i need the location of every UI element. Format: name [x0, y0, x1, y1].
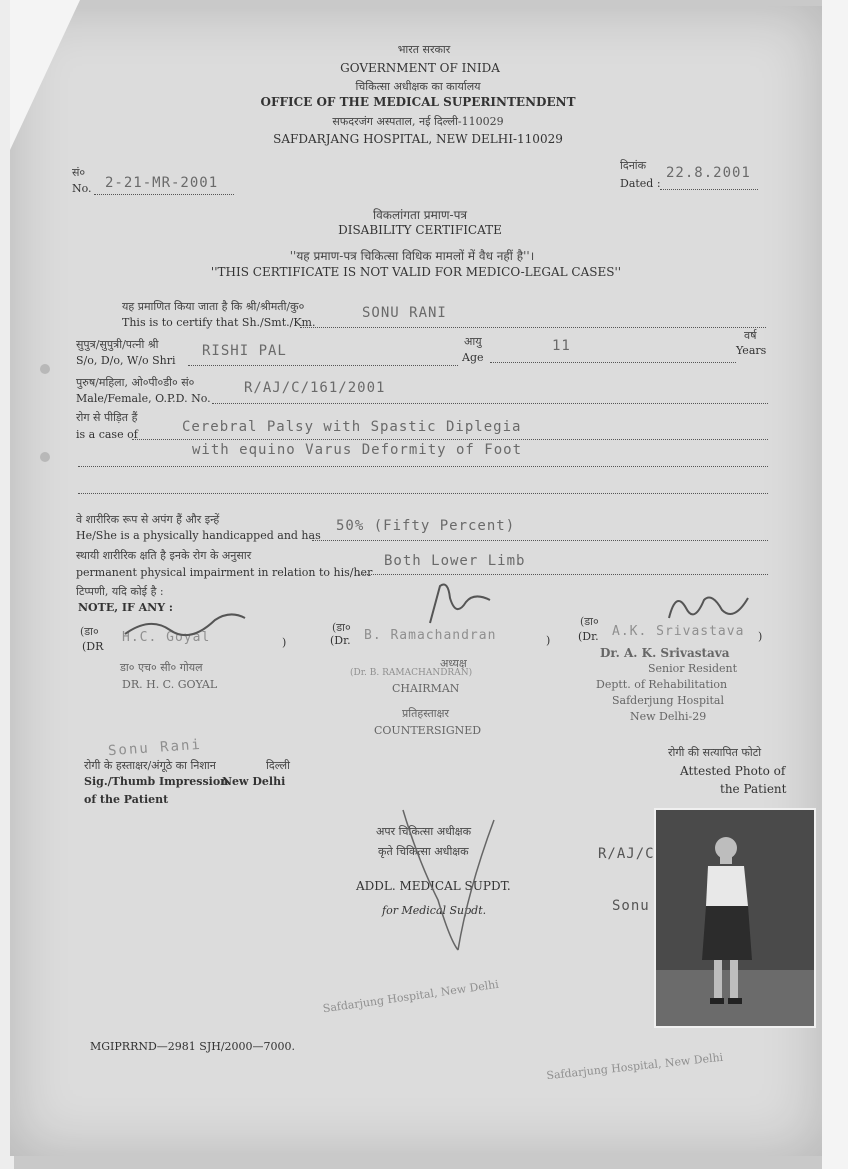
header-hindi-hospital: सफदरजंग अस्पताल, नई दिल्ली-110029: [332, 115, 504, 128]
doctor2-stamp-hindi: अध्यक्ष: [440, 657, 467, 670]
photo-note-2: Sonu: [612, 898, 650, 914]
parent-name: RISHI PAL: [202, 343, 287, 359]
doctor3-stamp-line5: New Delhi-29: [630, 710, 707, 723]
limb-value: Both Lower Limb: [384, 553, 526, 569]
years-label: Years: [736, 344, 767, 357]
countersigned-hindi: प्रतिहस्ताक्षर: [402, 707, 450, 720]
header-hindi-office: चिकित्सा अधीक्षक का कार्यालय: [355, 80, 481, 93]
doctor3-stamp: Dr. A. K. Srivastava: [600, 646, 730, 660]
countersigned: COUNTERSIGNED: [374, 724, 482, 737]
punch-hole: [40, 364, 50, 374]
note-hindi: टिप्पणी, यदि कोई है :: [76, 585, 164, 598]
title-english: DISABILITY CERTIFICATE: [338, 223, 502, 237]
patient-sig-hindi: रोगी के हस्ताक्षर/अंगूठे का निशान: [84, 759, 216, 772]
patient-figure: [656, 810, 814, 1026]
doctor2-signature: [420, 578, 500, 628]
header-hospital: SAFDARJANG HOSPITAL, NEW DELHI-110029: [273, 132, 563, 146]
header-office: OFFICE OF THE MEDICAL SUPERINTENDENT: [260, 95, 576, 109]
footer-code: MGIPRRND—2981 SJH/2000—7000.: [90, 1040, 296, 1053]
patient-name: SONU RANI: [362, 305, 447, 321]
addl-for: for Medical Supdt.: [382, 904, 487, 917]
opd-label: Male/Female, O.P.D. No.: [76, 392, 211, 405]
photo-note-1: R/AJ/C: [598, 846, 655, 862]
case-line-2: with equino Varus Deformity of Foot: [192, 442, 523, 458]
ref-no-value: 2-21-MR-2001: [105, 175, 219, 191]
photo-label-2: the Patient: [720, 782, 787, 796]
impair-hindi: स्थायी शारीरिक क्षति है इनके रोग के अनुसार: [76, 549, 252, 562]
note-label: NOTE, IF ANY :: [78, 601, 173, 614]
doctor3-prefix: (Dr.: [578, 630, 599, 643]
addl-label: ADDL. MEDICAL SUPDT.: [356, 879, 511, 893]
doctor1-signature: [120, 606, 250, 642]
patient-photo: [654, 808, 816, 1028]
relation-label: S/o, D/o, W/o Shri: [76, 354, 176, 367]
handicap-hindi: वे शारीरिक रूप से अपंग हैं और इन्हें: [76, 513, 220, 526]
title-note-english: ''THIS CERTIFICATE IS NOT VALID FOR MEDICO-LEGAL CASES'': [210, 265, 622, 279]
scan-border-right: [822, 0, 848, 1169]
doctor3-name: A.K. Srivastava: [612, 624, 745, 639]
doctor2-prefix: (Dr.: [330, 634, 351, 647]
opd-hindi: पुरुष/महिला, ओ०पी०डी० सं०: [76, 376, 195, 389]
relation-hindi: सुपुत्र/सुपुत्री/पत्नी श्री: [76, 338, 159, 351]
doctor1-stamp-hindi: डा० एच० सी० गोयल: [120, 661, 203, 674]
addl-signature: [398, 800, 498, 960]
title-note-hindi: ''यह प्रमाण-पत्र चिकित्सा विधिक मामलों में वैध नहीं है''।: [289, 249, 535, 263]
case-line-1: Cerebral Palsy with Spastic Diplegia: [182, 419, 522, 435]
age-hindi: आयु: [464, 335, 482, 348]
doctor1-stamp: DR. H. C. GOYAL: [122, 678, 218, 691]
patient-signature: Sonu Rani: [107, 736, 203, 760]
certify-hindi: यह प्रमाणित किया जाता है कि श्री/श्रीमती/कु०: [122, 300, 305, 313]
doctor1-prefix-hindi: (डा०: [80, 625, 99, 638]
photo-hindi: रोगी की सत्यापित फोटो: [668, 746, 762, 759]
doctor2-prefix-hindi: (डा०: [332, 621, 351, 634]
date-value: 22.8.2001: [666, 165, 751, 181]
years-hindi: वर्ष: [744, 329, 757, 342]
folded-corner: [10, 0, 80, 150]
hospital-stamp-2: Safdarjung Hospital, New Delhi: [545, 1050, 724, 1083]
doctor2-name: B. Ramachandran: [364, 628, 497, 643]
ref-no-hindi: सं०: [72, 166, 86, 179]
title-hindi: विकलांगता प्रमाण-पत्र: [372, 208, 468, 222]
ref-no-label: No.: [72, 182, 92, 195]
doctor2-stamp: CHAIRMAN: [392, 682, 460, 695]
age-value: 11: [552, 338, 571, 354]
addl-hindi-2: कृते चिकित्सा अधीक्षक: [378, 845, 469, 858]
doctor3-prefix-hindi: (डा०: [580, 615, 599, 628]
doctor3-signature: [664, 588, 754, 632]
case-hindi: रोग से पीड़ित हैं: [76, 411, 138, 424]
case-label: is a case of: [76, 428, 138, 441]
doctor3-stamp-line4: Safderjung Hospital: [612, 694, 725, 707]
header-gov: GOVERNMENT OF INIDA: [340, 61, 500, 75]
patient-sig-label: Sig./Thumb Impression: [84, 775, 229, 788]
photo-label-1: Attested Photo of: [680, 764, 786, 778]
hospital-stamp: Safdarjung Hospital, New Delhi: [321, 977, 500, 1016]
addl-hindi-1: अपर चिकित्सा अधीक्षक: [376, 825, 472, 838]
doctor2-stamp-sub: (Dr. B. RAMACHANDRAN): [350, 668, 473, 678]
certify-label: This is to certify that Sh./Smt./Km.: [122, 316, 316, 329]
scanned-document: भारत सरकार GOVERNMENT OF INIDA चिकित्सा अधीक्षक का कार्यालय OFFICE OF THE MEDICAL SUPERINTENDENT सफदरजंग अस्पताल, नई दिल्ली-110029 SAFDARJANG HOSPITAL, NEW DELHI-110029 सं० No. 2-21-MR-2001 दिनांक Dated : 22.8.2001 विकलांगता प्रमाण-पत्र DISABILITY CERTIFICATE ''यह प्रमाण-पत्र चिकित्सा विधिक मामलों में वैध नहीं है''। ''THIS CERTIFICATE IS NOT VALID FOR MEDICO-LEGAL CASES'' यह प्रमाणित किया जाता है कि श्री/श्रीमती/कु० This is to certify that Sh./Smt./Km. SONU RANI सुपुत्र/सुपुत्री/पत्नी श्री S/o, D/o, W/o Shri RISHI PAL आयु Age 11 वर्ष Years पुरुष/महिला, ओ०पी०डी० सं० Male/Female, O.P.D. No. R/AJ/C/161/2001 रोग से पीड़ित हैं is a case of Cerebral Palsy with Spastic Diplegia with equino Varus Deformity of Foot वे शारीरिक रूप से अपंग हैं और इन्हें He/She is a physically handicapped and has 50% (Fifty Percent) स्थायी शारीरिक क्षति है इनके रोग के अनुसार permanent physical impairment in relation to his/her Both Lower Limb टिप्पणी, यदि कोई है : NOTE, IF ANY : (डा० (DR H.C. Goyal ) डा० एच० सी० गोयल DR. H. C. GOYAL (डा० (Dr. B. Ramachandran ) अध्यक्ष (Dr. B. RAMACHANDRAN) CHAIRMAN प्रतिहस्ताक्षर COUNTERSIGNED (डा० (Dr. A.K. Srivastava ) Dr. A. K. Srivastava Senior Resident Deptt. of Rehabilitation Safderjung Hospital New Delhi-29 Sonu Rani रोगी के हस्ताक्षर/अंगूठे का निशान दिल्ली Sig./Thumb Impression New Delhi of the Patient रोगी की सत्यापित फोटो Attested Photo of the Patient अपर चिकित्सा अधीक्षक कृते चिकित्सा अधीक्षक ADDL. MEDICAL SUPDT. for Medical Supdt. Safdarjung Hospital, New Delhi Safdarjung Hospital, New Delhi R/AJ/C Sonu MGIPRRND—2981 SJH/2000—7000.: [0, 0, 848, 1169]
header-hindi-gov: भारत सरकार: [397, 43, 451, 56]
impair-label: permanent physical impairment in relation to his/her: [76, 566, 373, 579]
handicap-label: He/She is a physically handicapped and has: [76, 529, 321, 542]
doctor3-stamp-line2: Senior Resident: [648, 662, 738, 675]
doctor1-name: H.C. Goyal: [122, 630, 211, 645]
opd-value: R/AJ/C/161/2001: [244, 380, 386, 396]
doctor1-prefix: (DR: [82, 640, 104, 653]
doctor3-stamp-line3: Deptt. of Rehabilitation: [596, 678, 728, 691]
patient-of-label: of the Patient: [84, 793, 169, 806]
date-hindi: दिनांक: [620, 159, 647, 172]
age-label: Age: [462, 351, 484, 364]
date-label: Dated :: [620, 177, 661, 190]
punch-hole: [40, 452, 50, 462]
percent-value: 50% (Fifty Percent): [336, 518, 516, 534]
